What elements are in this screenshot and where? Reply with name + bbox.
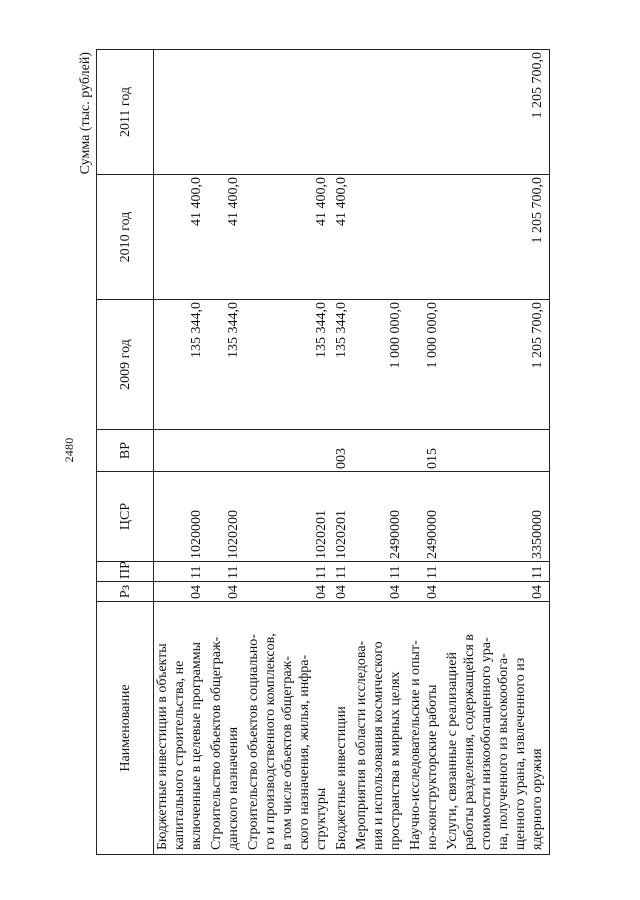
row-csr: 2490000 <box>407 472 444 562</box>
table-row <box>245 50 333 855</box>
row-2011 <box>154 50 209 175</box>
table-row <box>407 50 444 855</box>
row-name-line: капитального строительства, не <box>172 660 187 850</box>
row-pr: 11 <box>444 562 550 582</box>
row-vr <box>154 430 209 472</box>
row-rz: 04 <box>407 582 444 602</box>
row-pr: 11 <box>407 562 444 582</box>
row-name <box>245 602 333 855</box>
row-rz: 04 <box>154 582 209 602</box>
row-2011 <box>333 50 353 175</box>
header-vr: ВР <box>97 430 154 472</box>
row-vr <box>444 430 550 472</box>
row-csr: 1020201 <box>333 472 353 562</box>
row-name <box>333 602 353 855</box>
header-2010: 2010 год <box>97 175 154 300</box>
row-2009: 135 344,0 <box>154 300 209 430</box>
row-2010: 41 400,0 <box>333 175 353 300</box>
table-row <box>353 50 407 855</box>
row-name-line: стоимости низкообогащенного ура- <box>479 637 494 850</box>
row-name-line: пространства в мирных целях <box>388 671 403 850</box>
row-name-line: Мероприятия в области исследова- <box>354 640 369 850</box>
row-csr: 1020000 <box>154 472 209 562</box>
row-2011 <box>245 50 333 175</box>
table-body <box>154 50 550 855</box>
row-name-line: ского назначения, жилья, инфра- <box>297 654 312 850</box>
row-rz: 04 <box>208 582 245 602</box>
row-pr: 11 <box>154 562 209 582</box>
row-rz: 04 <box>444 582 550 602</box>
row-2009: 135 344,0 <box>245 300 333 430</box>
row-name <box>154 602 209 855</box>
row-2011 <box>407 50 444 175</box>
header-name: Наименование <box>97 602 154 855</box>
row-rz: 04 <box>333 582 353 602</box>
table-row <box>444 50 550 855</box>
row-name-line: ядерного оружия <box>530 748 545 850</box>
row-csr: 2490000 <box>353 472 407 562</box>
header-rz: Рз <box>97 582 154 602</box>
row-csr: 1020201 <box>245 472 333 562</box>
row-name-line: ния и использования космического <box>371 641 386 850</box>
row-rz: 04 <box>353 582 407 602</box>
row-2011 <box>353 50 407 175</box>
row-2009: 135 344,0 <box>208 300 245 430</box>
row-2010: 41 400,0 <box>208 175 245 300</box>
header-2011: 2011 год <box>97 50 154 175</box>
row-2009: 1 205 700,0 <box>444 300 550 430</box>
row-2011 <box>208 50 245 175</box>
row-vr <box>208 430 245 472</box>
row-rz: 04 <box>245 582 333 602</box>
row-pr: 11 <box>208 562 245 582</box>
row-name-line: но-конструкторские работы <box>425 684 440 850</box>
row-name <box>353 602 407 855</box>
row-csr: 3350000 <box>444 472 550 562</box>
table-row <box>208 50 245 855</box>
row-name <box>407 602 444 855</box>
table-row <box>154 50 209 855</box>
row-vr: 003 <box>333 430 353 472</box>
row-vr <box>245 430 333 472</box>
row-name-line: Строительство объектов социально- <box>246 634 261 850</box>
row-name-line: работы разделения, содержащейся в <box>462 634 477 850</box>
row-name-line: щенного урана, извлеченного из <box>513 657 528 850</box>
row-name-line: данского назначения <box>226 726 241 850</box>
row-name-line: структуры <box>314 787 329 850</box>
row-name-line: го и производственного комплексов, <box>263 633 278 850</box>
row-name-line: в том числе объектов общеграж- <box>280 656 295 850</box>
table-row <box>333 50 353 855</box>
row-csr: 1020200 <box>208 472 245 562</box>
row-name-line: Бюджетные инвестиции <box>334 706 349 850</box>
row-2009: 1 000 000,0 <box>407 300 444 430</box>
row-pr: 11 <box>245 562 333 582</box>
row-2011: 1 205 700,0 <box>444 50 550 175</box>
row-2010: 1 205 700,0 <box>444 175 550 300</box>
row-name-line: включенные в целевые программы <box>189 641 204 850</box>
row-2010 <box>407 175 444 300</box>
page-number: 2480 <box>62 437 76 463</box>
row-name <box>208 602 245 855</box>
row-vr: 015 <box>407 430 444 472</box>
row-name-line: Строительство объектов общеграж- <box>209 636 224 850</box>
row-name-line: на, полученного из высокообога- <box>496 653 511 850</box>
row-2010: 41 400,0 <box>154 175 209 300</box>
row-2010: 41 400,0 <box>245 175 333 300</box>
row-name-line: Бюджетные инвестиции в объекты <box>155 643 170 850</box>
header-csr: ЦСР <box>97 472 154 562</box>
table-header-row <box>97 50 154 855</box>
row-name <box>444 602 550 855</box>
header-pr: ПР <box>97 562 154 582</box>
unit-note: Сумма (тыс. рублей) <box>78 52 93 175</box>
row-pr: 11 <box>353 562 407 582</box>
budget-table <box>96 49 550 855</box>
row-name-line: Научно-исследовательские и опыт- <box>408 640 423 850</box>
row-name-line: Услуги, связанные с реализацией <box>445 652 460 850</box>
header-2009: 2009 год <box>97 300 154 430</box>
row-vr <box>353 430 407 472</box>
row-2010 <box>353 175 407 300</box>
row-2009: 135 344,0 <box>333 300 353 430</box>
row-pr: 11 <box>333 562 353 582</box>
row-2009: 1 000 000,0 <box>353 300 407 430</box>
